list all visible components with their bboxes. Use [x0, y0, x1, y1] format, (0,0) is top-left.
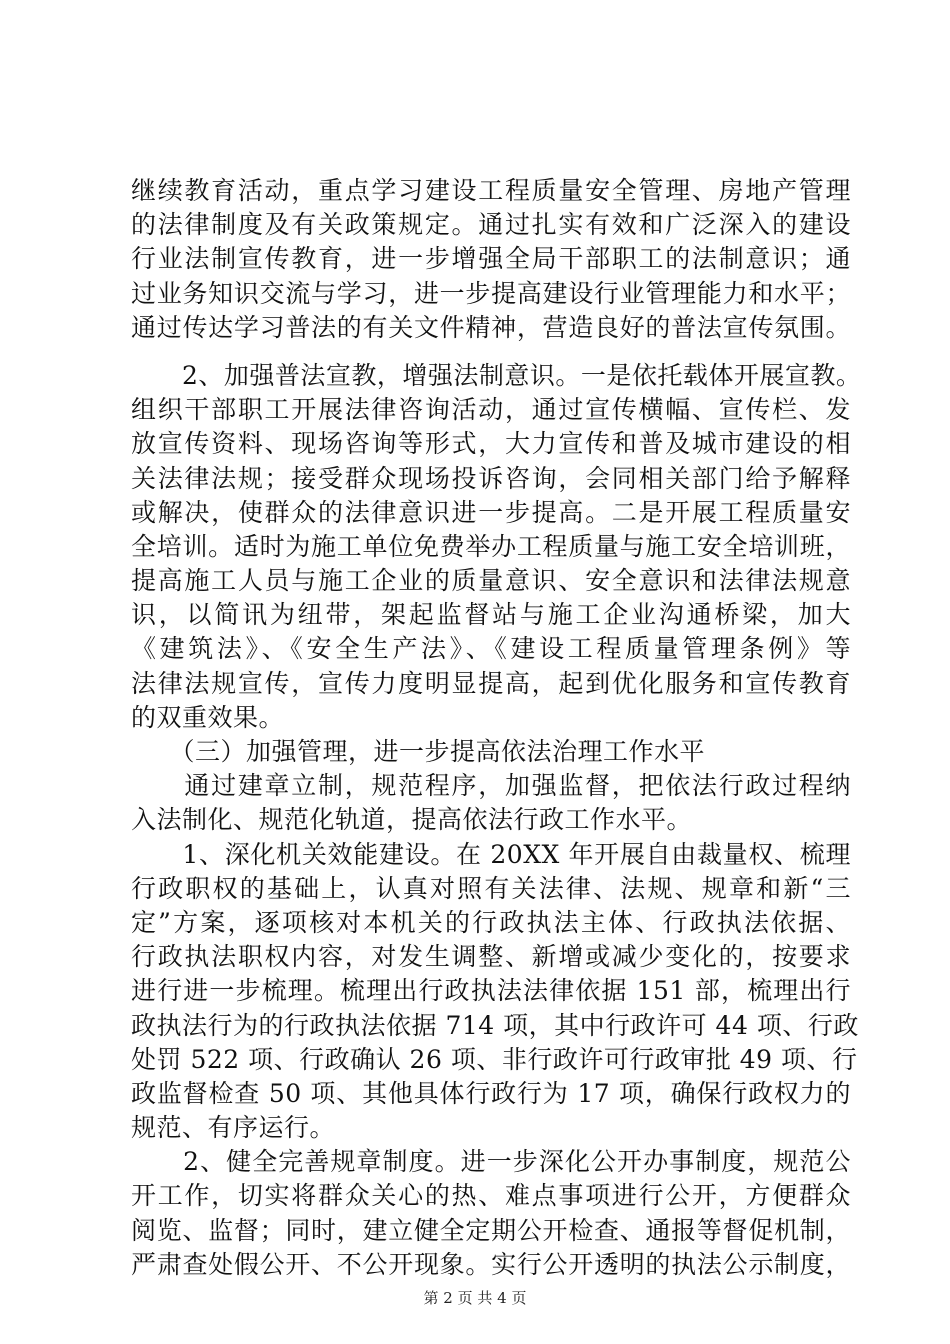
body-text-line: 行政执法职权内容，对发生调整、新增或减少变化的，按要求 — [131, 942, 851, 971]
body-text-line: 通过建章立制，规范程序，加强监督，把依法行政过程纳 — [131, 771, 851, 800]
body-text-line: 入法制化、规范化轨道，提高依法行政工作水平。 — [131, 805, 693, 834]
body-text-line: 行业法制宣传教育，进一步增强全局干部职工的法制意识；通 — [131, 244, 851, 273]
body-text-line: 的双重效果。 — [131, 703, 285, 732]
body-text-line: 或解决，使群众的法律意识进一步提高。二是开展工程质量安 — [131, 498, 851, 527]
body-text-line: 定”方案，逐项核对本机关的行政执法主体、行政执法依据、 — [131, 908, 851, 937]
body-text-line: 组织干部职工开展法律咨询活动，通过宣传横幅、宣传栏、发 — [131, 395, 851, 424]
body-text-line: 1、深化机关效能建设。在 20XX 年开展自由裁量权、梳理 — [131, 840, 851, 869]
body-text-line: 通过传达学习普法的有关文件精神，营造良好的普法宣传氛围。 — [131, 313, 851, 342]
body-text-line: 2、健全完善规章制度。进一步深化公开办事制度，规范公 — [131, 1147, 851, 1176]
body-text-line: 识，以简讯为纽带，架起监督站与施工企业沟通桥梁，加大 — [131, 600, 851, 629]
body-text-line: 进行进一步梳理。梳理出行政执法法律依据 151 部，梳理出行 — [131, 976, 851, 1005]
body-text-line: 过业务知识交流与学习，进一步提高建设行业管理能力和水平； — [131, 279, 851, 308]
body-text-line: 规范、有序运行。 — [131, 1113, 336, 1142]
body-text-line: 的法律制度及有关政策规定。通过扎实有效和广泛深入的建设 — [131, 210, 851, 239]
body-text-line: 开工作，切实将群众关心的热、难点事项进行公开，方便群众 — [131, 1181, 851, 1210]
body-text-line: 放宣传资料、现场咨询等形式，大力宣传和普及城市建设的相 — [131, 429, 851, 458]
page-footer: 第 2 页 共 4 页 — [423, 1289, 527, 1307]
body-text-line: 政执法行为的行政执法依据 714 项，其中行政许可 44 项、行政 — [131, 1011, 859, 1040]
body-text-line: 严肃查处假公开、不公开现象。实行公开透明的执法公示制度， — [131, 1250, 851, 1279]
body-text-line: 2、加强普法宣教，增强法制意识。一是依托载体开展宣教。 — [131, 361, 862, 390]
body-text-line: 全培训。适时为施工单位免费举办工程质量与施工安全培训班， — [131, 532, 851, 561]
body-text-line: 阅览、监督；同时，建立健全定期公开检查、通报等督促机制， — [131, 1216, 851, 1245]
section-heading: （三）加强管理，进一步提高依法治理工作水平 — [131, 737, 706, 766]
body-text-line: 提高施工人员与施工企业的质量意识、安全意识和法律法规意 — [131, 566, 851, 595]
body-text-line: 法律法规宣传，宣传力度明显提高，起到优化服务和宣传教育 — [131, 669, 851, 698]
body-text-line: 政监督检查 50 项、其他具体行政行为 17 项，确保行政权力的 — [131, 1079, 851, 1108]
body-text-line: 关法律法规；接受群众现场投诉咨询，会同相关部门给予解释 — [131, 464, 851, 493]
body-text-line: 处罚 522 项、行政确认 26 项、非行政许可行政审批 49 项、行 — [131, 1045, 858, 1074]
body-text-line: 继续教育活动，重点学习建设工程质量安全管理、房地产管理 — [131, 176, 851, 205]
body-text-line: 行政职权的基础上，认真对照有关法律、法规、规章和新“三 — [131, 874, 851, 903]
body-text-line: 《建筑法》、《安全生产法》、《建设工程质量管理条例》等 — [131, 634, 851, 663]
